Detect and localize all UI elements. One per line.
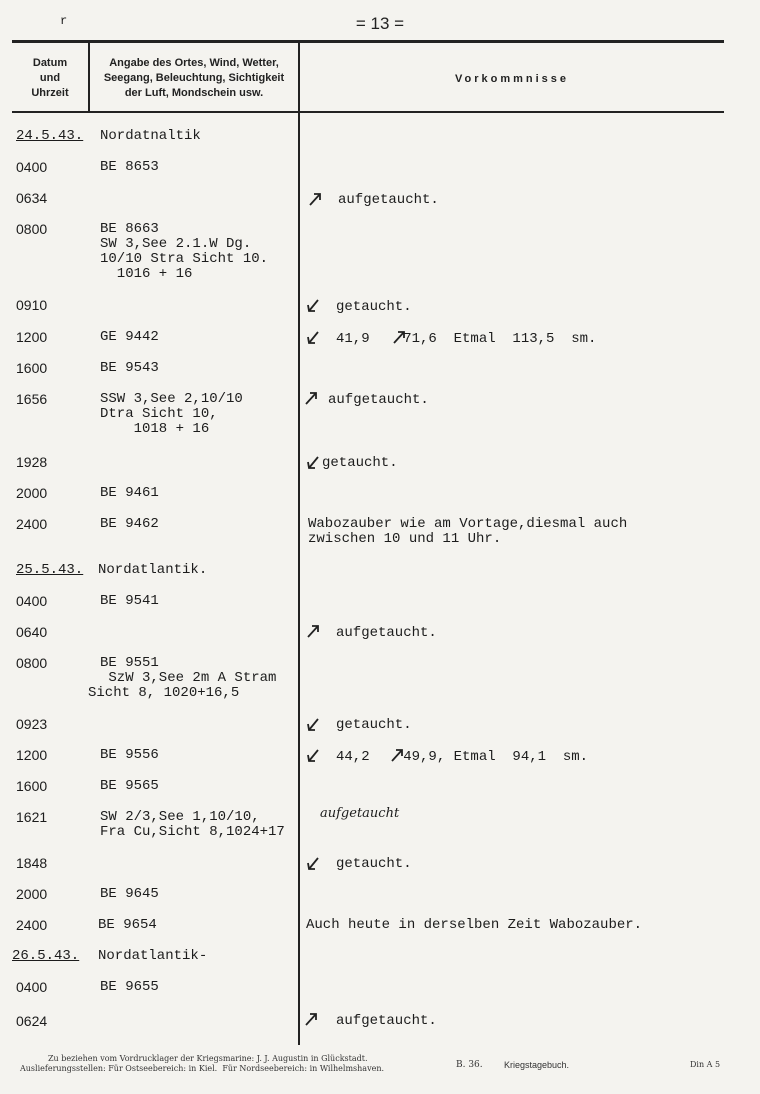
header-place-line2: Seegang, Beleuchtung, Sichtigkeit xyxy=(103,72,285,84)
event-text: zwischen 10 und 11 Uhr. xyxy=(308,531,502,547)
place-line: 1018 + 16 xyxy=(100,421,210,437)
grid-square: BE 9543 xyxy=(100,360,159,376)
header-bottom-rule xyxy=(12,111,724,113)
grid-square: BE 9654 xyxy=(98,917,157,933)
time-cell: 0923 xyxy=(16,716,48,732)
time-cell: 0400 xyxy=(16,159,48,175)
handwritten-note: aufgetaucht xyxy=(320,806,400,821)
dived-arrow-icon xyxy=(306,718,320,732)
event-text: getaucht. xyxy=(336,299,412,315)
grid-square: BE 9541 xyxy=(100,593,159,609)
surfaced-arrow-icon xyxy=(304,1012,318,1026)
grid-square: BE 8653 xyxy=(100,159,159,175)
grid-square: BE 9645 xyxy=(100,886,159,902)
time-cell: 1600 xyxy=(16,360,48,376)
dived-arrow-icon xyxy=(306,331,320,345)
sea-area: Nordatlantik. xyxy=(98,562,208,578)
event-text: getaucht. xyxy=(336,717,412,733)
event-text: getaucht. xyxy=(336,856,412,872)
dived-arrow-icon xyxy=(306,456,320,470)
time-cell: 0400 xyxy=(16,593,48,609)
time-cell: 0800 xyxy=(16,221,48,237)
column-divider-2 xyxy=(298,40,300,1045)
grid-square: BE 9565 xyxy=(100,778,159,794)
time-cell: 0400 xyxy=(16,979,48,995)
day-run-text: 44,2 49,9, Etmal 94,1 sm. xyxy=(336,749,589,765)
time-cell: 0624 xyxy=(16,1013,48,1029)
grid-square: BE 9556 xyxy=(100,747,159,763)
time-cell: 2000 xyxy=(16,485,48,501)
footer-form-number: B. 36. xyxy=(456,1060,483,1070)
time-cell: 2400 xyxy=(16,917,48,933)
time-cell: 1200 xyxy=(16,329,48,345)
date-heading: 26.5.43. xyxy=(12,948,80,964)
time-cell: 0634 xyxy=(16,190,48,206)
corner-mark: r xyxy=(60,14,68,28)
header-time-label: Uhrzeit xyxy=(31,87,69,99)
dived-arrow-icon xyxy=(306,857,320,871)
header-events-column: Vorkommnisse xyxy=(454,73,570,85)
time-cell: 0910 xyxy=(16,297,48,313)
place-line: 10/10 Stra Sicht 10. xyxy=(100,251,269,267)
header-top-rule xyxy=(12,40,724,43)
time-cell: 0800 xyxy=(16,655,48,671)
sea-area: Nordatlantik- xyxy=(98,948,208,964)
dived-arrow-icon xyxy=(306,299,320,313)
header-place-line3: der Luft, Mondschein usw. xyxy=(124,87,264,99)
day-run-text: 41,9 71,6 Etmal 113,5 sm. xyxy=(336,331,597,347)
event-text: getaucht. xyxy=(322,455,398,471)
footer-form-title: Kriegstagebuch. xyxy=(504,1060,570,1070)
time-cell: 1656 xyxy=(16,391,48,407)
place-line: Sicht 8, 1020+16,5 xyxy=(88,685,240,701)
footer-supplier-line: Zu beziehen vom Vordrucklager der Kriegsmarine: J. J. Augustin in Glückstadt. xyxy=(48,1054,368,1063)
event-text: aufgetaucht. xyxy=(328,392,429,408)
place-line: BE 8663 xyxy=(100,221,159,237)
event-text: Wabozauber wie am Vortage,diesmal auch xyxy=(308,516,628,532)
time-cell: 1928 xyxy=(16,454,48,470)
event-text: aufgetaucht. xyxy=(338,192,439,208)
sea-area: Nordatnaltik xyxy=(100,128,201,144)
place-line: SzW 3,See 2m A Stram xyxy=(100,670,277,686)
time-cell: 1200 xyxy=(16,747,48,763)
page-number: = 13 = xyxy=(355,14,405,33)
time-cell: 1848 xyxy=(16,855,48,871)
time-cell: 1600 xyxy=(16,778,48,794)
place-line: 1016 + 16 xyxy=(100,266,193,282)
grid-square: GE 9442 xyxy=(100,329,159,345)
place-line: SSW 3,See 2,10/10 xyxy=(100,391,243,407)
footer-paper-size: Din A 5 xyxy=(690,1060,721,1069)
header-place-column xyxy=(90,56,298,101)
time-cell: 0640 xyxy=(16,624,48,640)
time-cell: 2400 xyxy=(16,516,48,532)
date-heading: 24.5.43. xyxy=(16,128,84,144)
time-cell: 2000 xyxy=(16,886,48,902)
event-text: Auch heute in derselben Zeit Wabozauber. xyxy=(306,917,643,933)
time-cell: 1621 xyxy=(16,809,48,825)
grid-square: BE 9655 xyxy=(100,979,159,995)
surfaced-arrow-icon xyxy=(304,391,318,405)
grid-square: BE 9462 xyxy=(100,516,159,532)
surfaced-arrow-icon xyxy=(308,192,322,206)
footer-distribution-line: Auslieferungsstellen: Für Ostseebereich: in Kiel. Für Nordseebereich: in Wilhelmshaven. xyxy=(20,1064,385,1073)
date-heading: 25.5.43. xyxy=(16,562,84,578)
dived-arrow-icon xyxy=(306,749,320,763)
place-line: SW 3,See 2.1.W Dg. xyxy=(100,236,252,252)
header-place-line1: Angabe des Ortes, Wind, Wetter, xyxy=(109,57,279,69)
surfaced-arrow-icon xyxy=(306,624,320,638)
header-und-label: und xyxy=(39,72,61,84)
place-line: SW 2/3,See 1,10/10, xyxy=(100,809,260,825)
header-date-label: Datum xyxy=(32,57,68,69)
place-line: Fra Cu,Sicht 8,1024+17 xyxy=(100,824,285,840)
place-line: Dtra Sicht 10, xyxy=(100,406,218,422)
place-line: BE 9551 xyxy=(100,655,159,671)
event-text: aufgetaucht. xyxy=(336,1013,437,1029)
header-date-column xyxy=(14,56,86,101)
grid-square: BE 9461 xyxy=(100,485,159,501)
event-text: aufgetaucht. xyxy=(336,625,437,641)
